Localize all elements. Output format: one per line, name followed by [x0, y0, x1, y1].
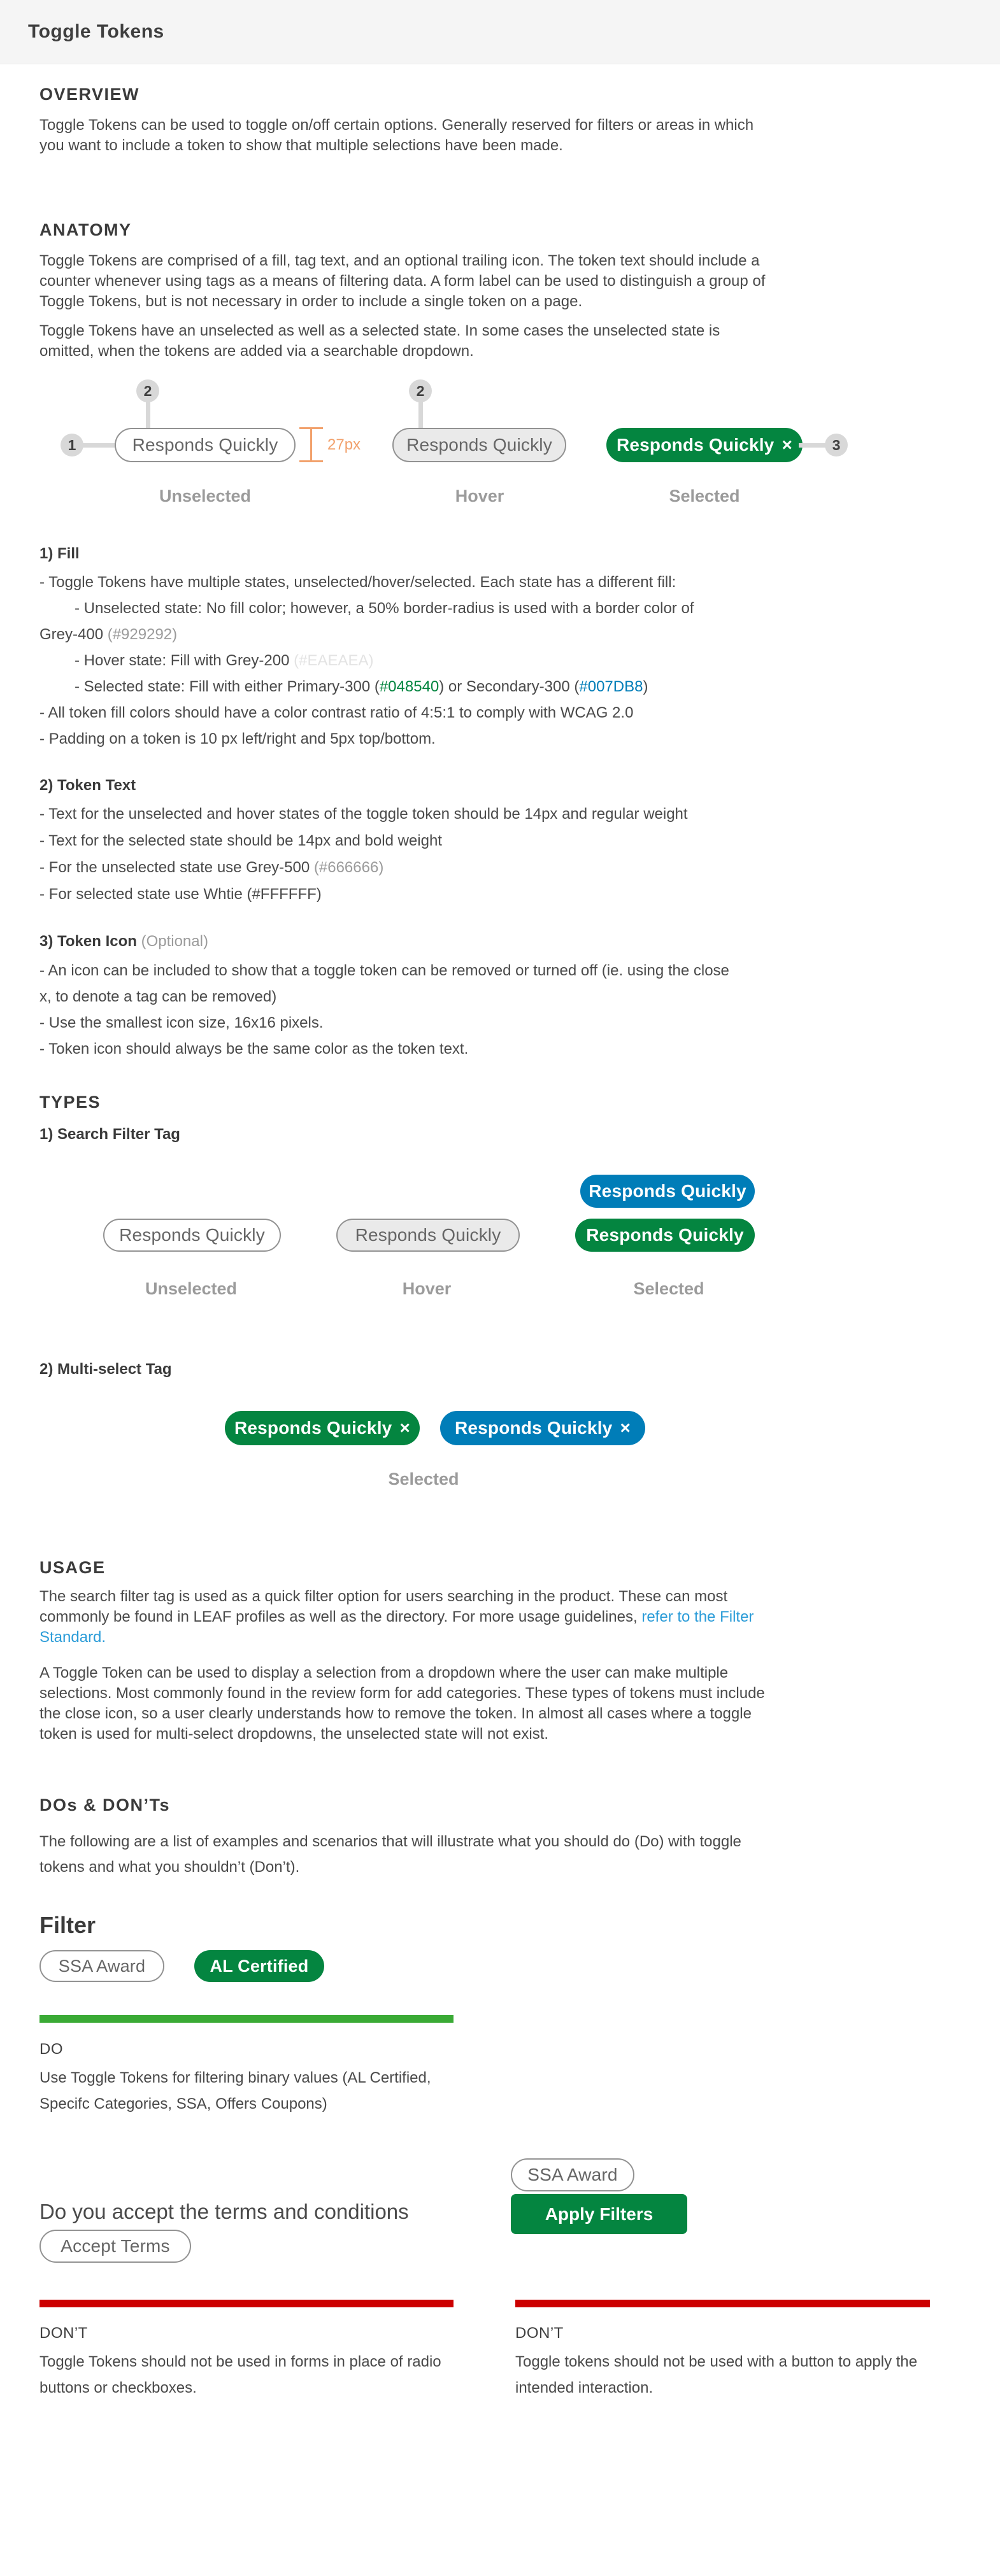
anatomy-line: counter whenever using tags as a means of filtering data. A form label can be used to distinguish a group of: [39, 272, 766, 290]
state-label-selected: Selected: [669, 486, 740, 506]
hex-grey-200: (#EAEAEA): [294, 652, 374, 669]
page-title: Toggle Tokens: [28, 21, 164, 42]
apply-filters-button[interactable]: Apply Filters: [511, 2194, 687, 2234]
optional-label: (Optional): [141, 933, 208, 950]
close-icon[interactable]: ×: [620, 1418, 631, 1438]
token-label: Responds Quickly: [132, 435, 278, 455]
usage-paragraph-2: [39, 1663, 961, 1744]
anatomy-paragraph-2: [39, 321, 961, 362]
token-selected[interactable]: [606, 428, 803, 462]
fill-heading: 1) Fill: [39, 545, 80, 562]
overview-line: you want to include a token to show that multiple selections have been made.: [39, 137, 563, 154]
hex-primary-300: #048540: [379, 678, 439, 695]
anatomy-paragraph-1: [39, 251, 961, 312]
state-label-selected: Selected: [633, 1279, 704, 1298]
anatomy-line: Toggle Tokens have an unselected as well as a selected state. In some cases the unselected state is: [39, 322, 720, 339]
state-label-unselected: Unselected: [159, 486, 252, 506]
token-label: SSA Award: [58, 1956, 146, 1976]
dos-donts-heading: DOs & DON’Ts: [39, 1795, 171, 1815]
marker-2b: 2: [409, 379, 432, 402]
examples-section: [39, 1912, 961, 2449]
dont-divider-bar: [39, 2300, 454, 2307]
token-selected-green[interactable]: [575, 1219, 755, 1252]
anatomy-heading: ANATOMY: [39, 220, 132, 239]
token-text-item: - For selected state use Whtie (#FFFFFF): [39, 886, 322, 903]
filter-standard-link[interactable]: Standard.: [39, 1629, 106, 1646]
fill-item: Grey-400 (#929292): [39, 626, 178, 643]
token-text-item: - Text for the selected state should be 14px and bold weight: [39, 832, 442, 849]
token-selected-blue[interactable]: [580, 1175, 755, 1208]
state-label-unselected: Unselected: [145, 1279, 238, 1298]
anatomy-diagram: [39, 379, 961, 507]
dos-donts-line: tokens and what you shouldn’t (Don’t).: [39, 1858, 300, 1876]
close-icon[interactable]: ×: [782, 435, 793, 455]
marker-1: 1: [61, 434, 83, 456]
anatomy-line: Toggle Tokens are comprised of a fill, tag text, and an optional trailing icon. The token text should include a: [39, 252, 760, 269]
token-selected-blue[interactable]: [440, 1411, 645, 1445]
search-filter-tag-diagram: [39, 1175, 961, 1302]
token-hover[interactable]: [392, 428, 566, 462]
token-unselected[interactable]: [103, 1219, 281, 1252]
usage-paragraph-1: [39, 1587, 961, 1648]
filter-example-heading: Filter: [39, 1912, 96, 1938]
token-hover[interactable]: [336, 1219, 520, 1252]
token-icon-item: - An icon can be included to show that a toggle token can be removed or turned off (ie. using the close: [39, 962, 729, 979]
page-content: [0, 83, 1000, 2449]
token-icon-list: [39, 958, 961, 1062]
token-ssa-award[interactable]: [39, 1950, 164, 1982]
marker-1-connector: [80, 443, 117, 448]
marker-3-connector: [799, 443, 828, 448]
do-divider-bar: [39, 2015, 454, 2023]
token-al-certified[interactable]: [194, 1950, 324, 1982]
anatomy-line: Toggle Tokens, but is not necessary in order to include a single token on a page.: [39, 293, 583, 310]
dos-donts-line: The following are a list of examples and scenarios that will illustrate what you should do (Do) with toggle: [39, 1833, 741, 1850]
token-icon-item: - Token icon should always be the same color as the token text.: [39, 1040, 469, 1058]
multi-select-tag-heading: 2) Multi-select Tag: [39, 1361, 172, 1378]
usage-line: The search filter tag is used as a quick filter option for users searching in the product. These can most: [39, 1588, 728, 1605]
hex-grey-400: (#929292): [107, 626, 178, 643]
usage-line: commonly be found in LEAF profiles as well as the directory. For more usage guidelines, refer to the Filter: [39, 1608, 754, 1625]
token-text-item: - For the unselected state use Grey-500 (#666666): [39, 859, 384, 876]
overview-paragraph: [39, 115, 961, 156]
dont-label: DON’T: [515, 2325, 564, 2342]
token-unselected[interactable]: [115, 428, 296, 462]
fill-item: - All token fill colors should have a color contrast ratio of 4:5:1 to comply with WCAG 2.0: [39, 704, 634, 721]
usage-line: A Toggle Token can be used to display a selection from a dropdown where the user can make multiple: [39, 1664, 729, 1681]
token-label: Responds Quickly: [616, 435, 775, 455]
height-measure-cap-bottom: [299, 460, 323, 462]
search-filter-tag-heading: 1) Search Filter Tag: [39, 1126, 180, 1143]
token-text-item: - Text for the unselected and hover states of the toggle token should be 14px and regular weight: [39, 805, 688, 823]
marker-2-connector: [146, 400, 150, 429]
marker-2b-connector: [418, 400, 423, 429]
state-label-hover: Hover: [455, 486, 504, 506]
fill-item: - Hover state: Fill with Grey-200 (#EAEAEA): [75, 652, 374, 669]
token-label: Responds Quickly: [355, 1225, 501, 1245]
page-header: [0, 0, 1000, 64]
token-icon-item: x, to denote a tag can be removed): [39, 988, 277, 1005]
token-label: Responds Quickly: [586, 1225, 744, 1245]
token-icon-item: - Use the smallest icon size, 16x16 pixels.: [39, 1014, 324, 1031]
marker-3: 3: [825, 434, 848, 456]
height-measure-line: [310, 429, 312, 461]
fill-item: - Toggle Tokens have multiple states, unselected/hover/selected. Each state has a different fill:: [39, 574, 676, 591]
height-annotation: 27px: [327, 436, 361, 453]
state-label-hover: Hover: [402, 1279, 452, 1298]
dont-form-caption: Toggle Tokens should not be used in forms in place of radio buttons or checkboxes.: [39, 2353, 441, 2396]
usage-heading: USAGE: [39, 1558, 106, 1577]
dos-donts-intro: [39, 1829, 961, 1880]
multi-select-tag-diagram: [39, 1411, 961, 1490]
terms-question: Do you accept the terms and conditions: [39, 2200, 409, 2223]
token-ssa-award[interactable]: [511, 2158, 634, 2191]
token-text-heading: 2) Token Text: [39, 777, 136, 794]
fill-item: - Selected state: Fill with either Primary-300 (#048540) or Secondary-300 (#007DB8): [75, 678, 648, 695]
token-label: Responds Quickly: [589, 1181, 746, 1201]
fill-item: - Padding on a token is 10 px left/right and 5px top/bottom.: [39, 730, 436, 747]
fill-item: - Unselected state: No fill color; however, a 50% border-radius is used with a border color of: [75, 600, 694, 617]
token-text-list: [39, 801, 961, 908]
token-icon-heading: 3) Token Icon (Optional): [39, 933, 208, 950]
dont-button-caption: Toggle tokens should not be used with a button to apply the intended interaction.: [515, 2353, 918, 2396]
token-label: AL Certified: [210, 1956, 309, 1976]
hex-grey-500: (#666666): [313, 859, 384, 876]
overview-heading: OVERVIEW: [39, 85, 140, 104]
do-label: DO: [39, 2041, 63, 2058]
token-label: Responds Quickly: [234, 1418, 392, 1438]
token-label: SSA Award: [527, 2165, 618, 2184]
token-accept-terms[interactable]: [39, 2230, 191, 2263]
dont-label: DON’T: [39, 2325, 88, 2342]
hex-secondary-300: #007DB8: [579, 678, 643, 695]
fill-list: [39, 569, 961, 752]
usage-line: selections. Most commonly found in the review form for add categories. These types of tokens must include: [39, 1685, 765, 1702]
anatomy-line: omitted, when the tokens are added via a searchable dropdown.: [39, 343, 474, 360]
usage-line: the close icon, so a user clearly understands how to remove the token. In almost all cases where a toggle: [39, 1705, 752, 1722]
token-label: Responds Quickly: [406, 435, 552, 455]
types-heading: TYPES: [39, 1093, 101, 1112]
do-caption: Use Toggle Tokens for filtering binary values (AL Certified, Specifc Categories, SSA, Offers Coupons): [39, 2069, 431, 2112]
token-label: Accept Terms: [61, 2236, 170, 2256]
close-icon[interactable]: ×: [399, 1418, 411, 1438]
usage-line: token is used for multi-select dropdowns, the unselected state will not exist.: [39, 1725, 549, 1743]
usage-line: [39, 1627, 961, 1648]
state-label-selected: Selected: [388, 1469, 459, 1489]
token-label: Responds Quickly: [454, 1418, 613, 1438]
token-label: Responds Quickly: [119, 1225, 265, 1245]
token-selected-green[interactable]: [225, 1411, 420, 1445]
marker-2: 2: [136, 379, 159, 402]
overview-line: Toggle Tokens can be used to toggle on/off certain options. Generally reserved for filters or areas in which: [39, 117, 754, 134]
filter-standard-link[interactable]: refer to the Filter: [641, 1608, 754, 1625]
dont-divider-bar: [515, 2300, 930, 2307]
